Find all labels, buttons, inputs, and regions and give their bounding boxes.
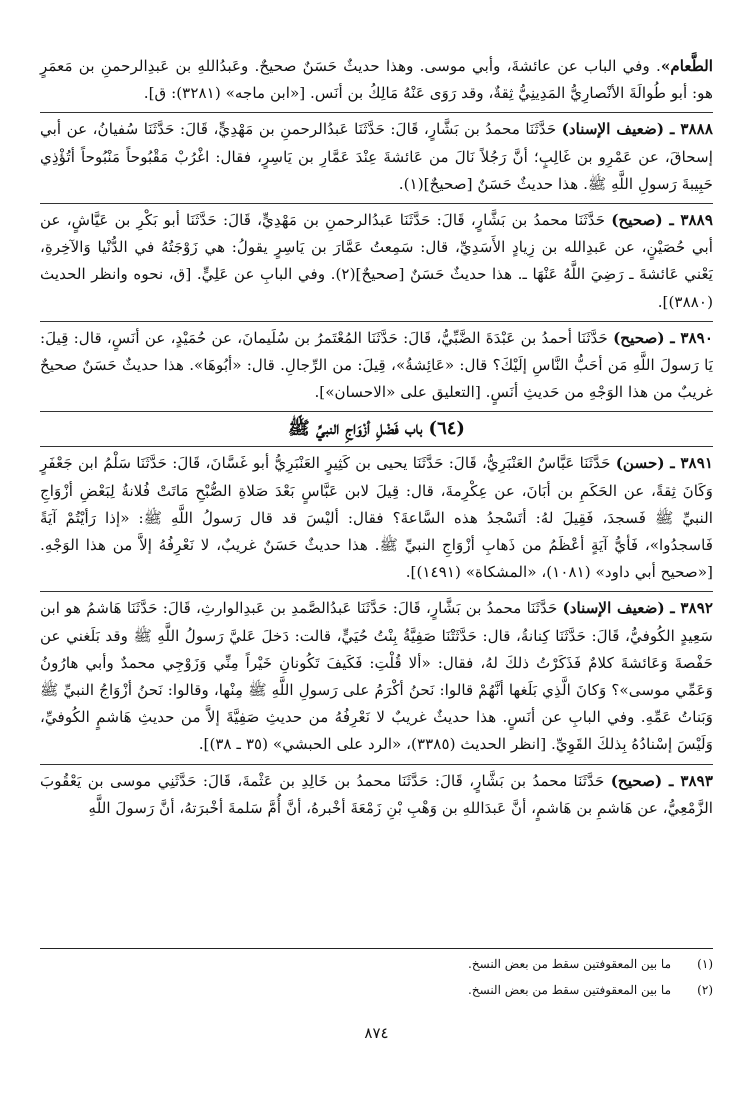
footnote-text: ما بين المعقوفتين سقط من بعض النسخ. [468, 983, 671, 997]
paragraph-text: . وفي الباب عن عائشةَ، وأبي موسى. وهذا حديثٌ حَسَنٌ صحيحٌ. وعَبدُاللهِ بن عَبدِالرحمنِ بن مَعمَرٍ هو: أبو طُوالَةَ الأنْصارِيُّ المَدِينِيُّ ثِقةٌ، وقد رَوَى عَنْهُ مَالِكُ بن أنَس. [«ابن ماجه» (٣٢٨١): ق]. [40, 57, 713, 103]
hadith-3890 [40, 322, 713, 413]
hadith-3888 [40, 113, 713, 204]
paragraph-lead: الطَّعام» [660, 57, 713, 75]
paragraph-lead: ٣٨٩٢ ـ (ضعيف الإسناد) [562, 599, 714, 618]
footnote [40, 975, 713, 1001]
chapter-heading: (٦٤) باب فَضْلِ أزْوَاجِ النبيِّ ﷺ [40, 412, 713, 447]
paragraph-lead: ٣٨٩٠ ـ (صحيح) [613, 328, 713, 347]
footnote-number: (١) [697, 957, 713, 971]
hadith-3892 [40, 592, 713, 764]
footnote-number: (٢) [697, 983, 713, 997]
page-number: ٨٧٤ [364, 1024, 389, 1042]
paragraph-text: حَدَّثَنَا محمدُ بن بَشَّارٍ، قَالَ: حَدَّثَنَا عَبدُالرحمنِ بن مَهْدِيٍّ، قَالَ: حَدَّثَنَا أبو بَكْرِ بن عَيَّاشٍ، عن أبي حُصَيْنٍ، عن عَبدِالله بن زِيادٍ الأَسَدِيِّ، قال: سَمِعتُ عَمَّارَ بن يَاسِرٍ يقولُ: هي زَوْجَتُهُ في الدُّنْيا وَالآخِرةِ، يَعْني عَائشةَ ـ رَضِيَ اللَّهُ عَنْهَا ـ. هذا حديثٌ حَسَنٌ [صحيحٌ](٢). وفي البابِ عن عَلِيٍّ. [ق، نحوه وانظر الحديث (٣٨٨٠)]. [40, 211, 713, 311]
footnote [40, 949, 713, 975]
paragraph-lead: ٣٨٩١ ـ (حسن) [615, 454, 714, 473]
hadith-3889 [40, 204, 713, 322]
paragraph-text: حَدَّثَنَا محمدُ بن بَشَّارٍ، قَالَ: حَدَّثَنَا عَبدُالرحمنِ بن مَهْدِيٍّ، قَالَ: حَدَّثَنَا سُفيانُ، عن أبي إسحاقَ، عن عَمْرِو بن غَالِبٍ؛ أنَّ رَجُلاً نَالَ من عَائشةَ عِنْدَ عَمَّارِ بن يَاسِرٍ، فقال: اغْرُبْ مَقْبُوحاً مَنْبُوحاً أتُؤْذِي حَبِيبةَ رَسولِ اللَّهِ ﷺ. هذا حديثٌ حَسَنٌ [صحيحٌ](١). [40, 120, 713, 193]
paragraph-lead: ٣٨٨٨ ـ (ضعيف الإسناد) [561, 120, 713, 139]
paragraph-text: حَدَّثَنَا عَبَّاسٌ العَنْبَرِيُّ، قَالَ: حَدَّثَنَا يحيى بن كَثِيرٍ العَنْبَرِيُّ أبو غَسَّانَ، قَالَ: حَدَّثَنَا سَلْمُ ابن جَعْفَرٍ وَكَانَ ثِقةً، عن الحَكَمِ بن أبَانَ، عن عِكْرِمةَ، قال: قِيلَ لابن عَبَّاسٍ بَعْدَ صَلاةِ الصُّبْحِ مَاتَتْ فُلانةُ لِبَعْضِ أزْوَاجِ النبيِّ ﷺ فَسجدَ، فَقِيلَ لهُ: أتَسْجدُ هذه السَّاعةَ؟ فقال: أليْسَ قد قال رَسولُ اللَّهِ ﷺ: «إذا رَأيْتُمْ آيَةً فَاسجدُوا»، فَأيُّ آيَةٍ أعْظَمُ من ذَهابِ أزْوَاجِ النبيِّ ﷺ. هذا حديثٌ حَسَنٌ غريبٌ، لا نَعْرِفُهُ إلاَّ من هذا الوَجْهِ. [«صحيح أبي داود» (١٠٨١)، «المشكاة» (١٤٩١)]. [40, 454, 713, 582]
paragraph-text: حَدَّثَنَا محمدُ بن بَشَّارٍ، قَالَ: حَدَّثَنَا محمدُ بن خَالِدِ بن عَثْمةَ، قَالَ: حَدَّثَنِي موسى بن يَعْقُوبَ الزَّمْعِيُّ، عن هَاشمِ بن هَاشمٍ، أنَّ عَبدَاللهِ بن وَهْبِ بْنِ زَمْعَةَ أخْبرهُ، أنَّ أُمَّ سَلمةَ أخْبرَتهُ، أنَّ رَسولَ اللَّهِ [40, 771, 713, 817]
paragraph-lead: ٣٨٨٩ ـ (صحيح) [611, 211, 713, 230]
paragraph-lead: ٣٨٩٣ ـ (صحيح) [610, 771, 713, 790]
paragraph-text: حَدَّثَنَا محمدُ بن بَشَّارٍ، قَالَ: حَدَّثَنَا عَبدُالصَّمدِ بن عَبدِالوارثِ، قَالَ: حَدَّثَنَا هَاشمُ هو ابن سَعِيدٍ الكُوفيُّ، قَالَ: حَدَّثَنَا كِنانةُ، قال: حَدَّثَتْنَا صَفِيَّةُ بِنْتُ حُيَيٍّ، قالت: دَخلَ عَليَّ رَسولُ اللَّهِ ﷺ وقد بَلَغني عن حَفْصةَ وَعَائشةَ كلامٌ فَذَكَرْتُ ذلكَ لهُ، فقال: «ألا قُلْتِ: فَكَيفَ تَكُونانِ خَيْراً مِنِّي وَزَوْجِي محمدٌ وأبي هارُونُ وَعَمِّي موسى»؟ وَكانَ الَّذِي بَلَغها أنَّهُمْ قالوا: نَحنُ أكْرَمُ على رَسولِ اللَّهِ ﷺ مِنْها، وقالوا: نَحنُ أزْوَاجُ النبيِّ ﷺ وَبَناتُ عَمِّهِ. وفي البابِ عن أنَسٍ. هذا حديثٌ غريبٌ لا نَعْرِفُهُ من حديثِ صَفِيَّةَ إلاَّ من حديثِ هَاشمٍ الكُوفيِّ، وَلَيْسَ إسْنادُهُ بِذلكَ القَوِيِّ. [انظر الحديث (٣٣٨٥)، «الرد على الحبشي» (٣٥ ـ ٣٨)]. [40, 599, 713, 754]
footnotes [40, 948, 713, 1001]
paragraph-text: حَدَّثَنَا أحمدُ بن عَبْدَةَ الضَّبِّيُّ، قَالَ: حَدَّثَنَا المُعْتَمرُ بن سُلَيمانَ، عن حُمَيْدٍ، عن أنَسٍ، قال: قِيلَ: يَا رَسولَ اللَّهِ مَن أحَبُّ النَّاسِ إلَيْكَ؟ قال: «عَائِشةُ»، قِيلَ: من الرِّجالِ. قال: «أبُوهَا». هذا حديثٌ حَسَنٌ صحيحٌ غريبٌ من هذا الوَجْهِ من حَديثِ أنَسٍ. [التعليق على «الاحسان»]. [40, 328, 713, 402]
hadith-3893 [40, 765, 713, 827]
hadith-3891 [40, 447, 713, 592]
hadith-paragraph-continuation [40, 50, 713, 113]
footnote-text: ما بين المعقوفتين سقط من بعض النسخ. [468, 957, 671, 971]
